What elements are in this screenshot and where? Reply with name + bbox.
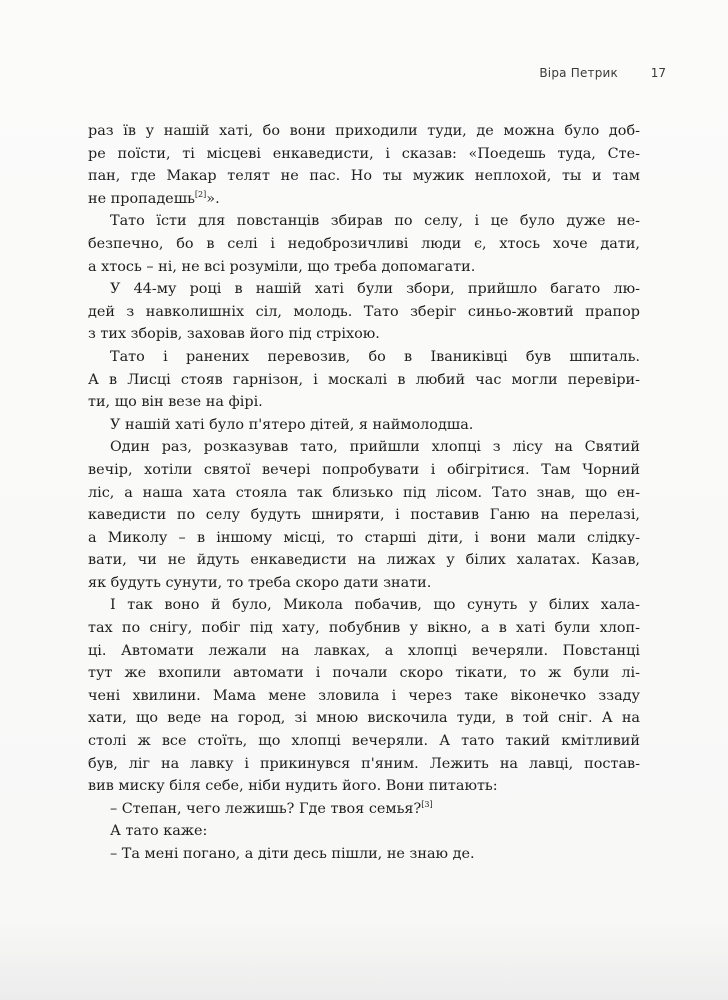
line-text: І так воно й було, Микола побачив, що сунуть у білих хала- [110,597,640,614]
line-text: а хтось – ні, не всі розуміли, що треба допомагати. [88,258,476,275]
line-text: Тато і ранених перевозив, бо в Іваниківці був шпиталь. [110,348,640,365]
line-text: тах по снігу, побіг під хату, побубнив у вікно, а в хаті були хлоп- [88,620,640,637]
line-text: хати, що веде на город, зі мною вискочила туди, в той сніг. А на [88,710,640,727]
line-text: ці. Автомати лежали на лавках, а хлопці вечеряли. Повстанці [88,642,640,659]
line-text: як будуть сунути, то треба скоро дати знати. [88,574,432,591]
text-line [88,301,640,324]
line-text: раз їв у нашій хаті, бо вони приходили туди, де можна було доб- [88,123,640,139]
text-line [88,685,640,708]
text-line [88,233,640,256]
running-head-author: Віра Петрик [539,66,618,80]
line-text: У нашій хаті було п'ятеро дітей, я наймолодша. [110,416,474,433]
line-text: ре поїсти, ті місцеві енкаведисти, і сказав: «Поедешь туда, Сте- [88,145,640,162]
line-text: Тато їсти для повстанців збирав по селу, і це було дуже не- [110,213,640,230]
text-line [88,278,640,301]
text-line [88,730,640,753]
line-text: а Миколу – в іншому місці, то старші діти, і вони мали слідку- [88,529,640,546]
line-text-tail: ». [206,190,220,207]
text-line [88,594,640,617]
line-text: А тато каже: [110,823,208,840]
text-line [88,775,640,798]
line-text: пан, где Макар телят не пас. Но ты мужик неплохой, ты и там [88,168,640,185]
line-text: тут же вхопили автомати і почали скоро тікати, то ж були лі- [88,665,640,682]
text-line [88,165,640,188]
text-line [88,482,640,505]
line-text: Один раз, розказував тато, прийшли хлопці з лісу на Святий [110,439,640,456]
text-line [88,707,640,730]
text-line [88,143,640,166]
line-text: з тих зборів, заховав його під стріхою. [88,326,380,343]
text-line [88,436,640,459]
text-line [88,798,640,821]
footnote-reference: [3] [421,800,433,810]
text-line [88,640,640,663]
text-line [88,843,640,866]
line-text: не пропадешь [88,190,195,207]
text-line [88,504,640,527]
text-line [88,256,640,279]
text-line [88,414,640,437]
line-text: столі ж все стоїть, що хлопці вечеряли. А тато такий кмітливий [88,733,640,750]
text-line [88,527,640,550]
text-line [88,346,640,369]
line-text: каведисти по селу будуть шниряти, і поставив Ганю на перелазі, [88,507,640,524]
text-line [88,323,640,346]
line-text: ліс, а наша хата стояла так близько під лісом. Тато знав, що ен- [88,484,640,501]
line-text: – Степан, чего лежишь? Где твоя семья? [110,800,422,817]
text-line [88,459,640,482]
text-line [88,210,640,233]
text-line [88,617,640,640]
page-number: 17 [650,66,666,80]
text-line [88,188,640,211]
text-line [88,120,640,143]
text-line [88,369,640,392]
text-line [88,391,640,414]
line-text: вати, чи не йдуть енкаведисти на лижах у білих халатах. Казав, [88,552,640,569]
line-text: безпечно, бо в селі і недоброзичливі люди є, хтось хоче дати, [88,235,640,252]
text-line [88,753,640,776]
line-text: А в Лисці стояв гарнізон, і москалі в любий час могли перевіри- [88,371,640,388]
line-text: вечір, хотіли святої вечері попробувати і обігрітися. Там Чорний [88,461,640,478]
text-line [88,572,640,595]
text-line [88,662,640,685]
line-text: ти, що він везе на фірі. [88,394,263,411]
text-line [88,549,640,572]
line-text: був, ліг на лавку і прикинувся п'яним. Лежить на лавці, постав- [88,755,640,772]
line-text: вив миску біля себе, ніби нудить його. Вони питають: [88,778,498,795]
footnote-reference: [2] [194,189,207,199]
body-text [88,120,640,866]
line-text: У 44-му році в нашій хаті були збори, прийшло багато лю- [110,281,640,298]
line-text: чені хвилини. Мама мене зловила і через таке віконечко ззаду [88,687,640,704]
line-text: дей з навколишніх сіл, молодь. Тато зберіг синьо-жовтий прапор [88,303,640,320]
line-text: – Та мені погано, а діти десь пішли, не знаю де. [110,846,475,862]
text-line [88,820,640,843]
